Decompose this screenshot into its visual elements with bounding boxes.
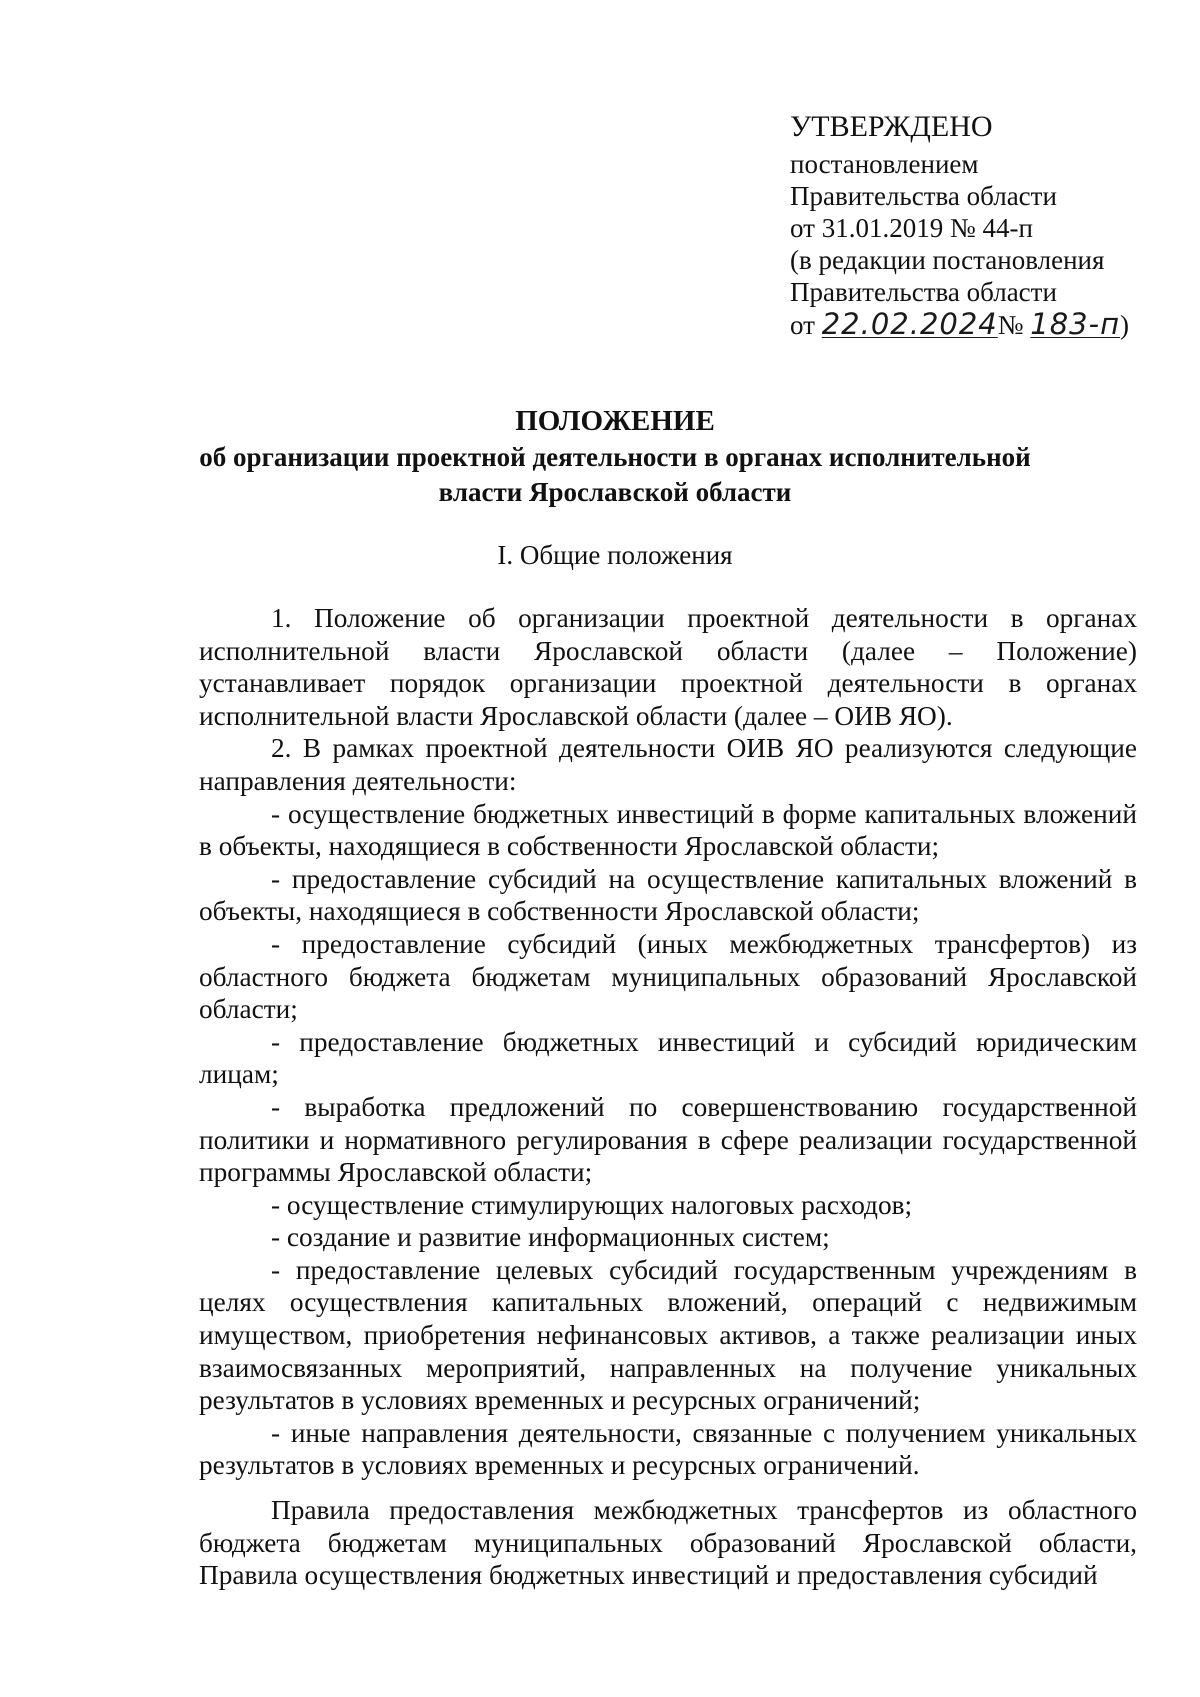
handwritten-number: 183-п xyxy=(1030,307,1121,341)
approval-line-3: от 31.01.2019 № 44-п xyxy=(790,213,1033,243)
list-item: - иные направления деятельности, связанные с получением уникальных результатов в условиях временных и ресурсных ограничений. xyxy=(199,1417,1137,1481)
list-item: - предоставление целевых субсидий государственным учреждениям в целях осуществления капитальных вложений, операций с недвижимым имуществом, приобретения нефинансовых активов, а также реализации иных взаимосвязанных мероприятий, направленных на получение уникальных результатов в условиях временных и ресурсных ограничений; xyxy=(199,1254,1137,1416)
paragraph-2: 2. В рамках проектной деятельности ОИВ ЯО реализуются следующие направления деятельности: xyxy=(199,733,1137,796)
document-body xyxy=(199,602,1137,1592)
number-prefix: № xyxy=(997,310,1031,340)
list-item: - осуществление стимулирующих налоговых расходов; xyxy=(271,1189,913,1220)
document-subtitle-line-1: об организации проектной деятельности в органах исполнительной xyxy=(199,442,1031,472)
approval-line-5: Правительства области xyxy=(790,277,1057,307)
approval-line-2: Правительства области xyxy=(790,181,1057,211)
approval-line-6 xyxy=(790,308,1190,341)
approval-heading: УТВЕРЖДЕНО xyxy=(790,110,993,143)
list-item: - предоставление субсидий на осуществление капитальных вложений в объекты, находящиеся в собственности Ярославской области; xyxy=(199,863,1137,927)
approval-line-4: (в редакции постановления xyxy=(790,245,1105,275)
approval-line-1: постановлением xyxy=(790,149,979,179)
handwritten-date: 22.02.2024 xyxy=(821,307,998,341)
paragraph-1: 1. Положение об организации проектной деятельности в органах исполнительной власти Ярославской области (далее – Положение) устанавливает порядок организации проектной деятельности в органах исполнительной власти Ярославской области (далее – ОИВ ЯО). xyxy=(199,603,1137,731)
section-heading: I. Общие положения xyxy=(497,540,733,570)
document-subtitle-line-2: власти Ярославской области xyxy=(438,477,792,507)
list-item: - предоставление субсидий (иных межбюджетных трансфертов) из областного бюджета бюджетам муниципальных образований Ярославской области; xyxy=(199,928,1137,1025)
list-item: - создание и развитие информационных систем; xyxy=(271,1222,830,1253)
list-item: - предоставление бюджетных инвестиций и субсидий юридическим лицам; xyxy=(199,1026,1137,1090)
document-title: ПОЛОЖЕНИЕ xyxy=(515,405,715,437)
approval-block xyxy=(790,108,1190,341)
date-prefix: от xyxy=(790,310,822,340)
list-item: - выработка предложений по совершенствованию государственной политики и нормативного регулирования в сфере реализации государственной программы Ярославской области; xyxy=(199,1091,1137,1188)
close-paren: ) xyxy=(1120,310,1130,340)
list-item: - осуществление бюджетных инвестиций в форме капитальных вложений в объекты, находящиеся в собственности Ярославской области; xyxy=(199,798,1137,862)
paragraph-rules: Правила предоставления межбюджетных трансфертов из областного бюджета бюджетам муниципальных образований Ярославской области, Правила осуществления бюджетных инвестиций и предоставления субсидий xyxy=(199,1495,1137,1591)
